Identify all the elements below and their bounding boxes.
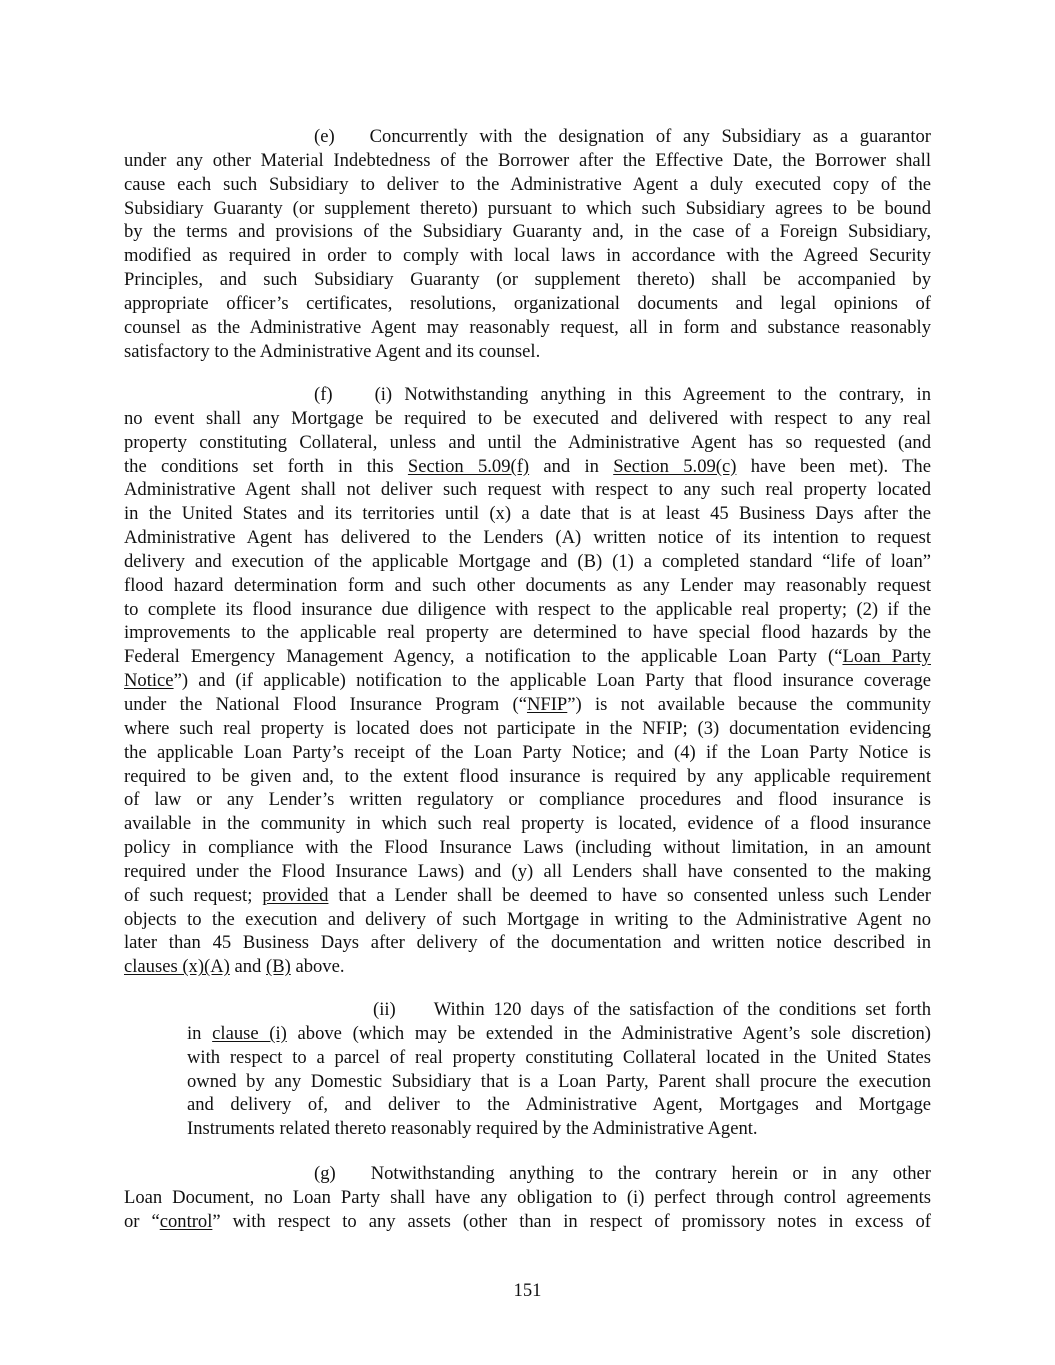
paragraph-f-ii: [187, 998, 931, 1141]
paragraph-f-ii-line: owned by any Domestic Subsidiary that is a Loan Party, Parent shall procure the execution: [187, 1070, 931, 1092]
paragraph-f-line: property constituting Collateral, unless and until the Administrative Agent has so requested (and: [124, 431, 931, 453]
paragraph-g-line: [124, 1162, 931, 1186]
text-run: of such request;: [124, 884, 263, 906]
paragraph-f-line: flood hazard determination form and such other documents as any Lender may reasonably request: [124, 574, 931, 596]
text-run: under the National Flood Insurance Program (“: [124, 693, 527, 715]
paragraph-e-line: Principles, and such Subsidiary Guaranty (or supplement thereto) shall be accompanied by: [124, 269, 931, 291]
paragraph-f-line: [124, 645, 931, 669]
paragraph-e: [124, 125, 931, 363]
paragraph-f-line: objects to the execution and delivery of such Mortgage in writing to the Administrative Agent no: [124, 908, 931, 930]
paragraph-f-ii-line: Instruments related thereto reasonably required by the Administrative Agent.: [187, 1118, 758, 1140]
paragraph-e-line: Subsidiary Guaranty (or supplement thereto) pursuant to which such Subsidiary agrees to be bound: [124, 197, 931, 219]
paragraph-e-line: by the terms and provisions of the Subsidiary Guaranty and, in the case of a Foreign Subsidiary,: [124, 221, 931, 243]
text-run: and: [229, 956, 266, 978]
paragraph-f-line: where such real property is located does not participate in the NFIP; (3) documentation evidencing: [124, 717, 931, 739]
paragraph-f-line: to complete its flood insurance due diligence with respect to the applicable real property; (2) if the: [124, 598, 931, 620]
paragraph-f-line: delivery and execution of the applicable Mortgage and (B) (1) a completed standard “life of loan”: [124, 550, 931, 572]
paragraph-e-line: modified as required in order to comply with local laws in accordance with the Agreed Security: [124, 245, 931, 267]
paragraph-e-line: [124, 125, 931, 149]
clause-reference-b[interactable]: (B): [266, 956, 291, 978]
paragraph-g-line: Loan Document, no Loan Party shall have any obligation to (i) perfect through control agreements: [124, 1186, 931, 1208]
defined-term-loan-party: Loan Party: [842, 646, 931, 668]
defined-term-nfip: NFIP: [526, 693, 568, 715]
clause-label-f-ii: (ii): [373, 999, 396, 1020]
paragraph-f-line: [124, 669, 931, 693]
text-run: Notwithstanding anything in this Agreement to the contrary, in: [404, 384, 931, 405]
paragraph-f-line: of law or any Lender’s written regulatory or compliance procedures and flood insurance is: [124, 789, 931, 811]
paragraph-f-ii-line: and delivery of, and deliver to the Administrative Agent, Mortgages and Mortgage: [187, 1094, 931, 1116]
defined-term-control: control: [159, 1210, 213, 1232]
paragraph-f-line: in the United States and its territories until (x) a date that is at least 45 Business Days after the: [124, 503, 931, 525]
paragraph-f-line: Administrative Agent shall not deliver such request with respect to any such real property located: [124, 479, 931, 501]
paragraph-f-line: available in the community in which such real property is located, evidence of a flood insurance: [124, 813, 931, 835]
paragraph-f-line: required under the Flood Insurance Laws) and (y) all Lenders shall have consented to the making: [124, 860, 931, 882]
clause-reference-x-a[interactable]: clauses (x)(A): [124, 956, 230, 978]
paragraph-e-line: appropriate officer’s certificates, resolutions, organizational documents and legal opinions of: [124, 292, 931, 314]
paragraph-e-line: counsel as the Administrative Agent may reasonably request, all in form and substance reasonably: [124, 316, 931, 338]
paragraph-f-ii-line: [187, 1022, 931, 1046]
paragraph-f-ii-line: with respect to a parcel of real property constituting Collateral located in the United States: [187, 1046, 931, 1068]
text-run: ” with respect to any assets (other than in respect of promissory notes in excess of: [212, 1210, 931, 1232]
clause-label-g: (g): [314, 1163, 336, 1184]
text-run: above.: [290, 956, 345, 978]
paragraph-f-line: [124, 884, 931, 908]
paragraph-f-line: policy in compliance with the Flood Insurance Laws (including without limitation, in an amount: [124, 837, 931, 859]
paragraph-f: [124, 383, 931, 979]
section-reference-5-09-c[interactable]: Section 5.09(c): [613, 455, 737, 477]
paragraph-f-line: the applicable Loan Party’s receipt of the Loan Party Notice; and (4) if the Loan Party Notice is: [124, 741, 931, 763]
paragraph-f-line: later than 45 Business Days after delivery of the documentation and written notice described in: [124, 932, 931, 954]
paragraph-f-line: Administrative Agent has delivered to the Lenders (A) written notice of its intention to request: [124, 527, 931, 549]
text-run: Concurrently with the designation of any Subsidiary as a guarantor: [369, 126, 931, 147]
section-reference-5-09-f[interactable]: Section 5.09(f): [407, 455, 530, 477]
text-run: Federal Emergency Management Agency, a notification to the applicable Loan Party (“: [124, 646, 843, 668]
paragraph-e-line: satisfactory to the Administrative Agent and its counsel.: [124, 340, 541, 362]
paragraph-g-line: [124, 1210, 931, 1234]
paragraph-f-line: improvements to the applicable real property are determined to have special flood hazards by the: [124, 622, 931, 644]
text-run: and in: [529, 455, 614, 477]
paragraph-f-line: [124, 693, 931, 717]
text-run: or “: [124, 1210, 160, 1232]
paragraph-f-line: [124, 455, 931, 479]
paragraph-f-ii-line: [187, 998, 931, 1022]
paragraph-g: [124, 1162, 931, 1234]
text-run: ”) is not available because the community: [567, 693, 931, 715]
text-run: ”) and (if applicable) notification to the applicable Loan Party that flood insurance coverage: [173, 670, 931, 692]
text-run: Within 120 days of the satisfaction of the conditions set forth: [433, 999, 931, 1020]
paragraph-e-line: under any other Material Indebtedness of the Borrower after the Effective Date, the Borrower shall: [124, 149, 931, 171]
defined-term-notice: Notice: [124, 670, 174, 692]
paragraph-f-line: required to be given and, to the extent flood insurance is required by any applicable requirement: [124, 765, 931, 787]
paragraph-f-line: no event shall any Mortgage be required to be executed and delivered with respect to any real: [124, 407, 931, 429]
page-number: 151: [513, 1280, 542, 1301]
text-run: in: [187, 1022, 213, 1044]
clause-label-e: (e): [314, 126, 335, 147]
text-run: above (which may be extended in the Administrative Agent’s sole discretion): [286, 1022, 931, 1044]
clause-reference-i[interactable]: clause (i): [212, 1022, 287, 1044]
text-run: have been met). The: [736, 455, 931, 477]
paragraph-f-line: [124, 955, 931, 979]
text-run: that a Lender shall be deemed to have so consented unless such Lender: [328, 884, 931, 906]
clause-label-f-i: (i): [374, 384, 393, 405]
paragraph-e-line: cause each such Subsidiary to deliver to the Administrative Agent a duly executed copy of the: [124, 173, 931, 195]
emphasis-provided: provided: [262, 884, 329, 906]
paragraph-f-line: [124, 383, 931, 407]
text-run: Notwithstanding anything to the contrary herein or in any other: [370, 1163, 931, 1184]
clause-label-f: (f): [314, 384, 333, 405]
text-run: the conditions set forth in this: [124, 455, 408, 477]
